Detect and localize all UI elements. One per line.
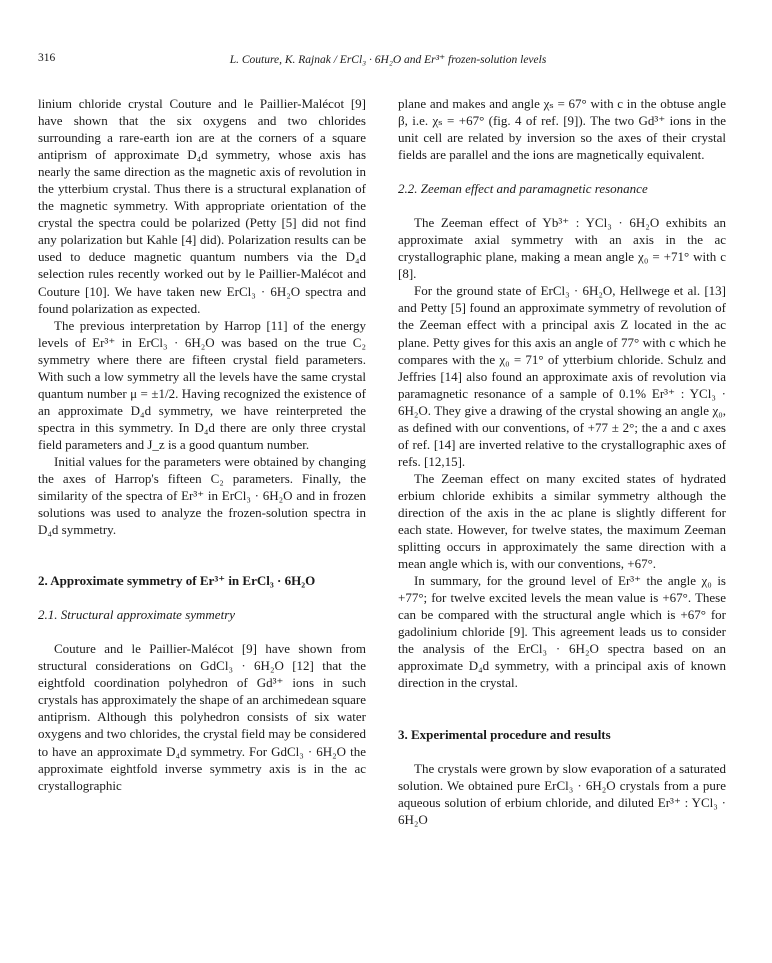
paragraph: linium chloride crystal Couture and le Paillier-Malécot [9] have shown that the six oxygens and two chlorides surrounding a rare-earth ion are at the corners of a square antiprism of approximate D₄d symmetry, whose axis has nearly the same direction as the magnetic axis of revolution in the ytterbium crystal. Thus there is a structural explanation of the magnetic symmetry. With appropriate orientation of the crystal the spectra could be polarized (Petty [5] did not find any polarization but Kahle [4] did). Polarization results can be used to deduce magnetic quantum numbers via the D₄d selection rules recently worked out by le Paillier-Malécot and Couture [10]. We have taken new ErCl₃ · 6H₂O spectra and found polarization as expected. bbox=[38, 96, 366, 316]
paragraph: The Zeeman effect on many excited states of hydrated erbium chloride exhibits a similar symmetry although the direction of the axis in the ac plane is slightly different for each state. However, for twelve states, the maximum Zeeman splitting occurs in approximately the same direction with a mean angle which is, with our conventions, +67°. bbox=[398, 470, 726, 572]
right-column bbox=[398, 95, 726, 828]
subsection-heading: 2.1. Structural approximate symmetry bbox=[38, 607, 236, 623]
paragraph: plane and makes and angle χₛ = 67° with c in the obtuse angle β, i.e. χₛ = +67° (fig. 4 of ref. [9]). The two Gd³⁺ ions in the unit cell are related by inversion so the axes of their crystal fields are parallel and the ions are magnetically equivalent. bbox=[398, 96, 726, 163]
paragraph: The Zeeman effect of Yb³⁺ : YCl₃ · 6H₂O exhibits an approximate axial symmetry with an axis in the ac crystallographic plane, making a mean angle χ₀ = +71° with c [8]. bbox=[398, 215, 726, 282]
running-title: L. Couture, K. Rajnak / ErCl₃ · 6H₂O and Er³⁺ frozen-solution levels bbox=[229, 54, 547, 66]
paragraph: The previous interpretation by Harrop [11] of the energy levels of Er³⁺ in ErCl₃ · 6H₂O was based on the true C₂ symmetry where there are fifteen crystal field parameters. With such a low symmetry all the levels have the same crystal quantum number μ = ±1/2. Having recognized the existence of an approximate D₄d symmetry, we have reinterpreted the spectra in this symmetry. In D₄d there are only three crystal field parameters and J_z is a good quantum number. bbox=[38, 317, 366, 452]
paragraph: In summary, for the ground level of Er³⁺ the angle χ₀ is +77°; for twelve excited levels the mean value is +67°. These can be compared with the structural angle which is +67° for gadolinium chloride [9]. This agreement leads us to consider the analysis of the ErCl₃ · 6H₂O spectra based on an approximate D₄d symmetry, with a principal axis of known direction in the crystal. bbox=[398, 573, 726, 691]
paragraph: The crystals were grown by slow evaporation of a saturated solution. We obtained pure ErCl₃ · 6H₂O crystals from a pure aqueous solution of erbium chloride, and diluted Er³⁺ : YCl₃ · 6H₂O bbox=[398, 760, 726, 827]
paragraph: Initial values for the parameters were obtained by changing the axes of Harrop's fifteen C₂ parameters. Finally, the similarity of the spectra of Er³⁺ in ErCl₃ · 6H₂O and in frozen solutions was used to analyze the frozen-solution spectra in D₄d symmetry. bbox=[38, 453, 366, 538]
subsection-heading: 2.2. Zeeman effect and paramagnetic resonance bbox=[398, 181, 648, 197]
section-heading: 3. Experimental procedure and results bbox=[398, 726, 611, 742]
paragraph: Couture and le Paillier-Malécot [9] have shown from structural considerations on GdCl₃ · 6H₂O [12] that the eightfold coordination polyhedron of Gd³⁺ ions in such crystals has approximately the shape of an archimedean square antiprism. Although this polyhedron consists of six water oxygens and two chlorides, the crystal field may be considered to have an approximate D₄d symmetry. For GdCl₃ · 6H₂O the approximate eightfold inverse symmetry axis is in the ac crystallographic bbox=[38, 641, 366, 793]
paragraph: For the ground state of ErCl₃ · 6H₂O, Hellwege et al. [13] and Petty [5] found an approximate symmetry of revolution of the Zeeman effect with a principal axis Z located in the ac plane. Petty gives for this axis an angle of 77° with c which he compares with the χ₀ = 71° of ytterbium chloride. Schulz and Jeffries [14] also found an approximate axis of revolution via paramagnetic resonance of a sample of 0.1% Er³⁺ : YCl₃ · 6H₂O. They give a drawing of the crystal showing an angle χ₀, as defined with our conventions, of +77 ± 2°; the a and c axes of ref. [14] are inverted relative to the crystallographic axes of refs. [12,15]. bbox=[398, 283, 726, 469]
page-number: 316 bbox=[38, 52, 56, 64]
section-heading: 2. Approximate symmetry of Er³⁺ in ErCl₃ · 6H₂O bbox=[38, 573, 316, 589]
page-header bbox=[38, 52, 738, 72]
left-column bbox=[38, 95, 366, 794]
